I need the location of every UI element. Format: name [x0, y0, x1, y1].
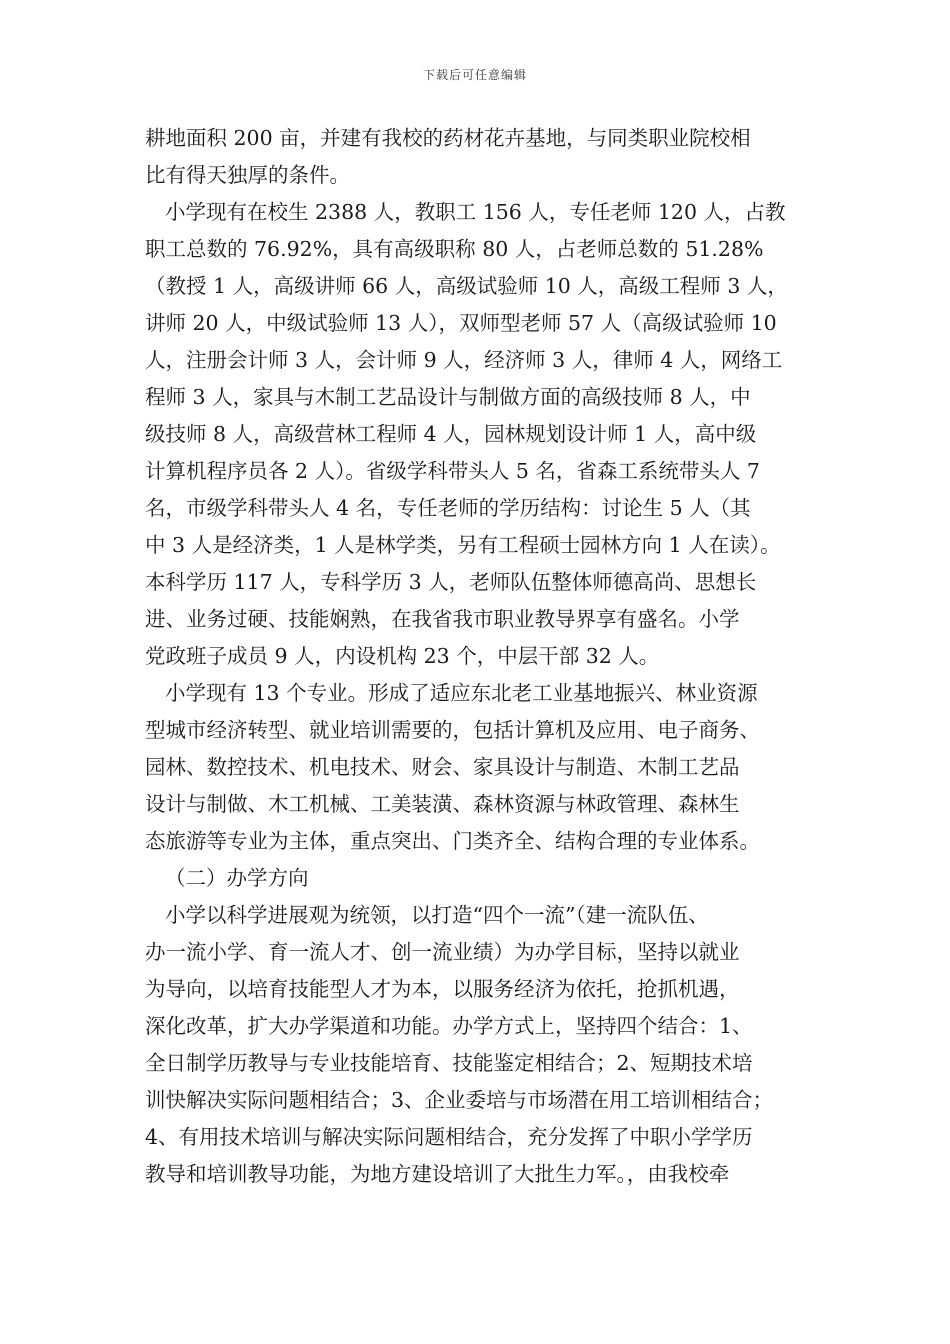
text-line: 园林、数控技术、机电技术、财会、家具设计与制造、木制工艺品: [145, 755, 740, 779]
text-line: 深化改革，扩大办学渠道和功能。办学方式上，坚持四个结合：1、: [145, 1014, 753, 1038]
text-line: 小学以科学进展观为统领，以打造“四个一流”（建一流队伍、: [165, 903, 709, 927]
text-line: 中 3 人是经济类，1 人是林学类，另有工程硕士园林方向 1 人在读）。: [145, 533, 781, 557]
document-body: [145, 120, 825, 1193]
text-line: 比有得天独厚的条件。: [145, 163, 350, 187]
text-line: 全日制学历教导与专业技能培育、技能鉴定相结合；2、短期技术培: [145, 1051, 753, 1075]
text-line: 程师 3 人，家具与木制工艺品设计与制做方面的高级技师 8 人，中: [145, 385, 751, 409]
text-line: 级技师 8 人，高级营林工程师 4 人，园林规划设计师 1 人，高中级: [145, 422, 757, 446]
text-line: 计算机程序员各 2 人）。省级学科带头人 5 名，省森工系统带头人 7: [145, 459, 760, 483]
text-line: 小学现有 13 个专业。形成了适应东北老工业基地振兴、林业资源: [165, 681, 758, 705]
text-line: 名，市级学科带头人 4 名，专任老师的学历结构：讨论生 5 人（其: [145, 496, 751, 520]
text-line: 设计与制做、木工机械、工美装潢、森林资源与林政管理、森林生: [145, 792, 740, 816]
text-line: 讲师 20 人，中级试验师 13 人），双师型老师 57 人（高级试验师 10: [145, 311, 777, 335]
text-line: 进、业务过硬、技能娴熟，在我省我市职业教导界享有盛名。小学: [145, 607, 740, 631]
text-line: 职工总数的 76.92%，具有高级职称 80 人，占老师总数的 51.28%: [145, 237, 764, 261]
text-line: 小学现有在校生 2388 人，教职工 156 人，专任老师 120 人，占教: [165, 200, 786, 224]
text-line: 为导向，以培育技能型人才为本，以服务经济为依托，抢抓机遇，: [145, 977, 740, 1001]
text-line: 人，注册会计师 3 人，会计师 9 人，经济师 3 人，律师 4 人，网络工: [145, 348, 783, 372]
page-header: 下载后可任意编辑: [422, 68, 527, 82]
text-line: 本科学历 117 人，专科学历 3 人，老师队伍整体师德高尚、思想长: [145, 570, 757, 594]
text-line: 党政班子成员 9 人，内设机构 23 个，中层干部 32 人。: [145, 644, 660, 668]
text-line: （二）办学方向: [165, 866, 309, 890]
text-line: 型城市经济转型、就业培训需要的，包括计算机及应用、电子商务、: [145, 718, 760, 742]
text-line: 训快解决实际问题相结合；3、企业委培与市场潜在用工培训相结合；: [145, 1088, 774, 1112]
text-line: 教导和培训教导功能，为地方建设培训了大批生力军。，由我校牵: [145, 1162, 730, 1186]
text-line: 4、有用技术培训与解决实际问题相结合，充分发挥了中职小学学历: [145, 1125, 753, 1149]
text-line: 耕地面积 200 亩，并建有我校的药材花卉基地，与同类职业院校相: [145, 126, 751, 150]
text-line: 态旅游等专业为主体，重点突出、门类齐全、结构合理的专业体系。: [145, 829, 760, 853]
text-line: （教授 1 人，高级讲师 66 人，高级试验师 10 人，高级工程师 3 人，: [145, 274, 788, 298]
text-line: 办一流小学、育一流人才、创一流业绩）为办学目标，坚持以就业: [145, 940, 740, 964]
